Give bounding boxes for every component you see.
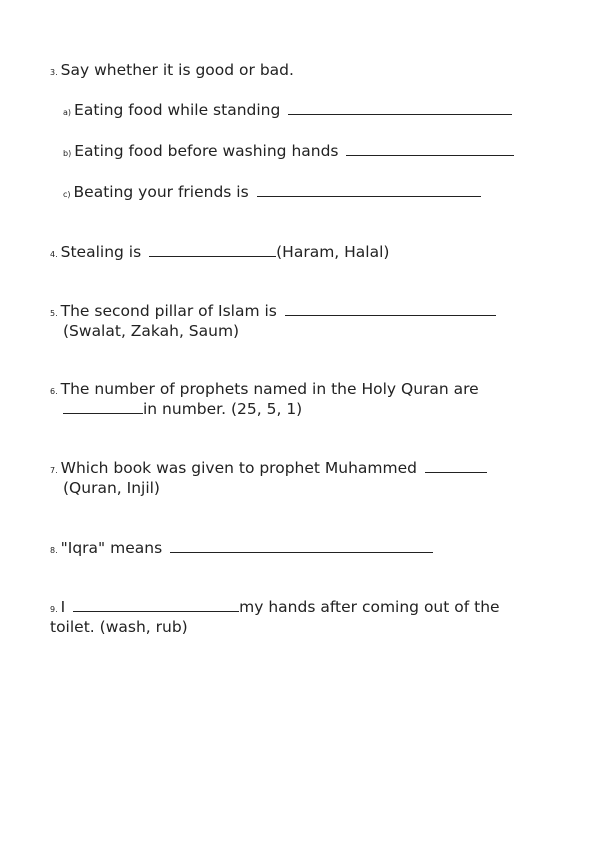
sub-item-a: [63, 100, 512, 123]
question-number: 8.: [50, 546, 58, 555]
answer-blank[interactable]: [288, 113, 512, 115]
question-number: 7.: [50, 466, 58, 475]
sub-item-text: Beating your friends is: [73, 183, 249, 201]
question-8: [50, 538, 433, 561]
question-text: The number of prophets named in the Holy Quran are: [60, 380, 479, 398]
question-text: Stealing is: [60, 243, 142, 261]
question-options: toilet. (wash, rub): [50, 618, 188, 636]
question-number: 3.: [50, 68, 58, 77]
answer-blank[interactable]: [149, 255, 276, 257]
question-text: Which book was given to prophet Muhammed: [60, 459, 417, 477]
question-options: (Swalat, Zakah, Saum): [63, 322, 240, 340]
question-text: Say whether it is good or bad.: [60, 61, 294, 79]
sub-item-text: Eating food while standing: [74, 101, 281, 119]
answer-blank[interactable]: [257, 195, 481, 197]
question-options: in number. (25, 5, 1): [143, 400, 303, 418]
question-options: (Haram, Halal): [276, 243, 390, 261]
question-number: 5.: [50, 309, 58, 318]
question-3: [50, 60, 294, 83]
answer-blank[interactable]: [63, 412, 143, 414]
question-number: 4.: [50, 250, 58, 259]
sub-item-text: Eating food before washing hands: [74, 142, 339, 160]
question-6-continuation: [63, 399, 302, 419]
answer-blank[interactable]: [425, 471, 487, 473]
question-4: [50, 242, 389, 265]
sub-item-b: [63, 141, 514, 164]
question-options: (Quran, Injil): [63, 479, 160, 497]
sub-item-label: c): [63, 190, 71, 199]
answer-blank[interactable]: [346, 154, 514, 156]
sub-item-label: a): [63, 108, 72, 117]
question-text-continued: my hands after coming out of the: [239, 598, 500, 616]
answer-blank[interactable]: [73, 610, 239, 612]
question-number: 6.: [50, 387, 58, 396]
question-number: 9.: [50, 605, 58, 614]
sub-item-label: b): [63, 149, 72, 158]
sub-item-c: [63, 182, 481, 205]
answer-blank[interactable]: [285, 314, 496, 316]
answer-blank[interactable]: [170, 551, 433, 553]
question-text: I: [60, 598, 66, 616]
question-text: The second pillar of Islam is: [60, 302, 277, 320]
question-text: "Iqra" means: [60, 539, 163, 557]
